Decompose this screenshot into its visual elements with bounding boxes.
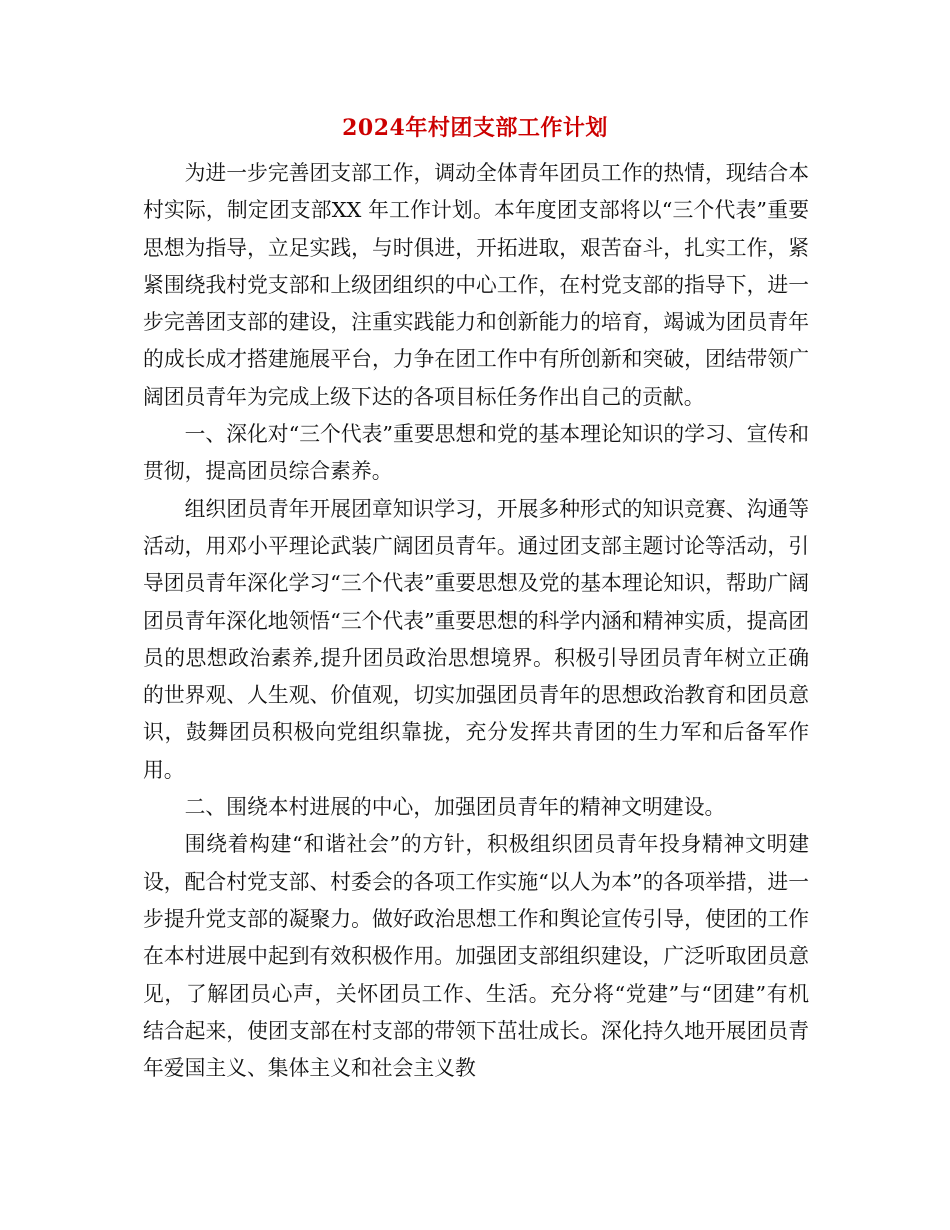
document-body [143,155,809,1087]
paragraph-intro: 为进一步完善团支部工作，调动全体青年团员工作的热情，现结合本村实际，制定团支部XX 年工作计划。本年度团支部将以“三个代表”重要思想为指导，立足实践，与时俱进，开拓进取，艰苦奋斗，扎实工作，紧紧围绕我村党支部和上级团组织的中心工作，在村党支部的指导下，进一步完善团支部的建设，注重实践能力和创新能力的培育，竭诚为团员青年的成长成才搭建施展平台，力争在团工作中有所创新和突破，团结带领广阔团员青年为完成上级下达的各项目标任务作出自己的贡献。 [143,161,809,409]
paragraph-section-1-body: 组织团员青年开展团章知识学习，开展多种形式的知识竞赛、沟通等活动，用邓小平理论武装广阔团员青年。通过团支部主题讨论等活动，引导团员青年深化学习“三个代表”重要思想及党的基本理论知识，帮助广阔团员青年深化地领悟“三个代表”重要思想的科学内涵和精神实质，提高团员的思想政治素养,提升团员政治思想境界。积极引导团员青年树立正确的世界观、人生观、价值观，切实加强团员青年的思想政治教育和团员意识，鼓舞团员积极向党组织靠拢，充分发挥共青团的生力军和后备军作用。 [143,496,809,782]
paragraph-section-2-heading: 二、围绕本村进展的中心，加强团员青年的精神文明建设。 [184,795,726,820]
paragraph-section-2-body: 围绕着构建“和谐社会”的方针，积极组织团员青年投身精神文明建设，配合村党支部、村委会的各项工作实施“以人为本”的各项举措，进一步提升党支部的凝聚力。做好政治思想工作和舆论宣传引导，使团的工作在本村进展中起到有效积极作用。加强团支部组织建设，广泛听取团员意见，了解团员心声，关怀团员工作、生活。充分将“党建”与“团建”有机结合起来，使团支部在村支部的带领下茁壮成长。深化持久地开展团员青年爱国主义、集体主义和社会主义教 [143,832,809,1081]
document-title: 2024年村团支部工作计划 [342,115,608,141]
paragraph-section-1-heading: 一、深化对“三个代表”重要思想和党的基本理论知识的学习、宣传和贯彻，提高团员综合素养。 [143,422,809,484]
